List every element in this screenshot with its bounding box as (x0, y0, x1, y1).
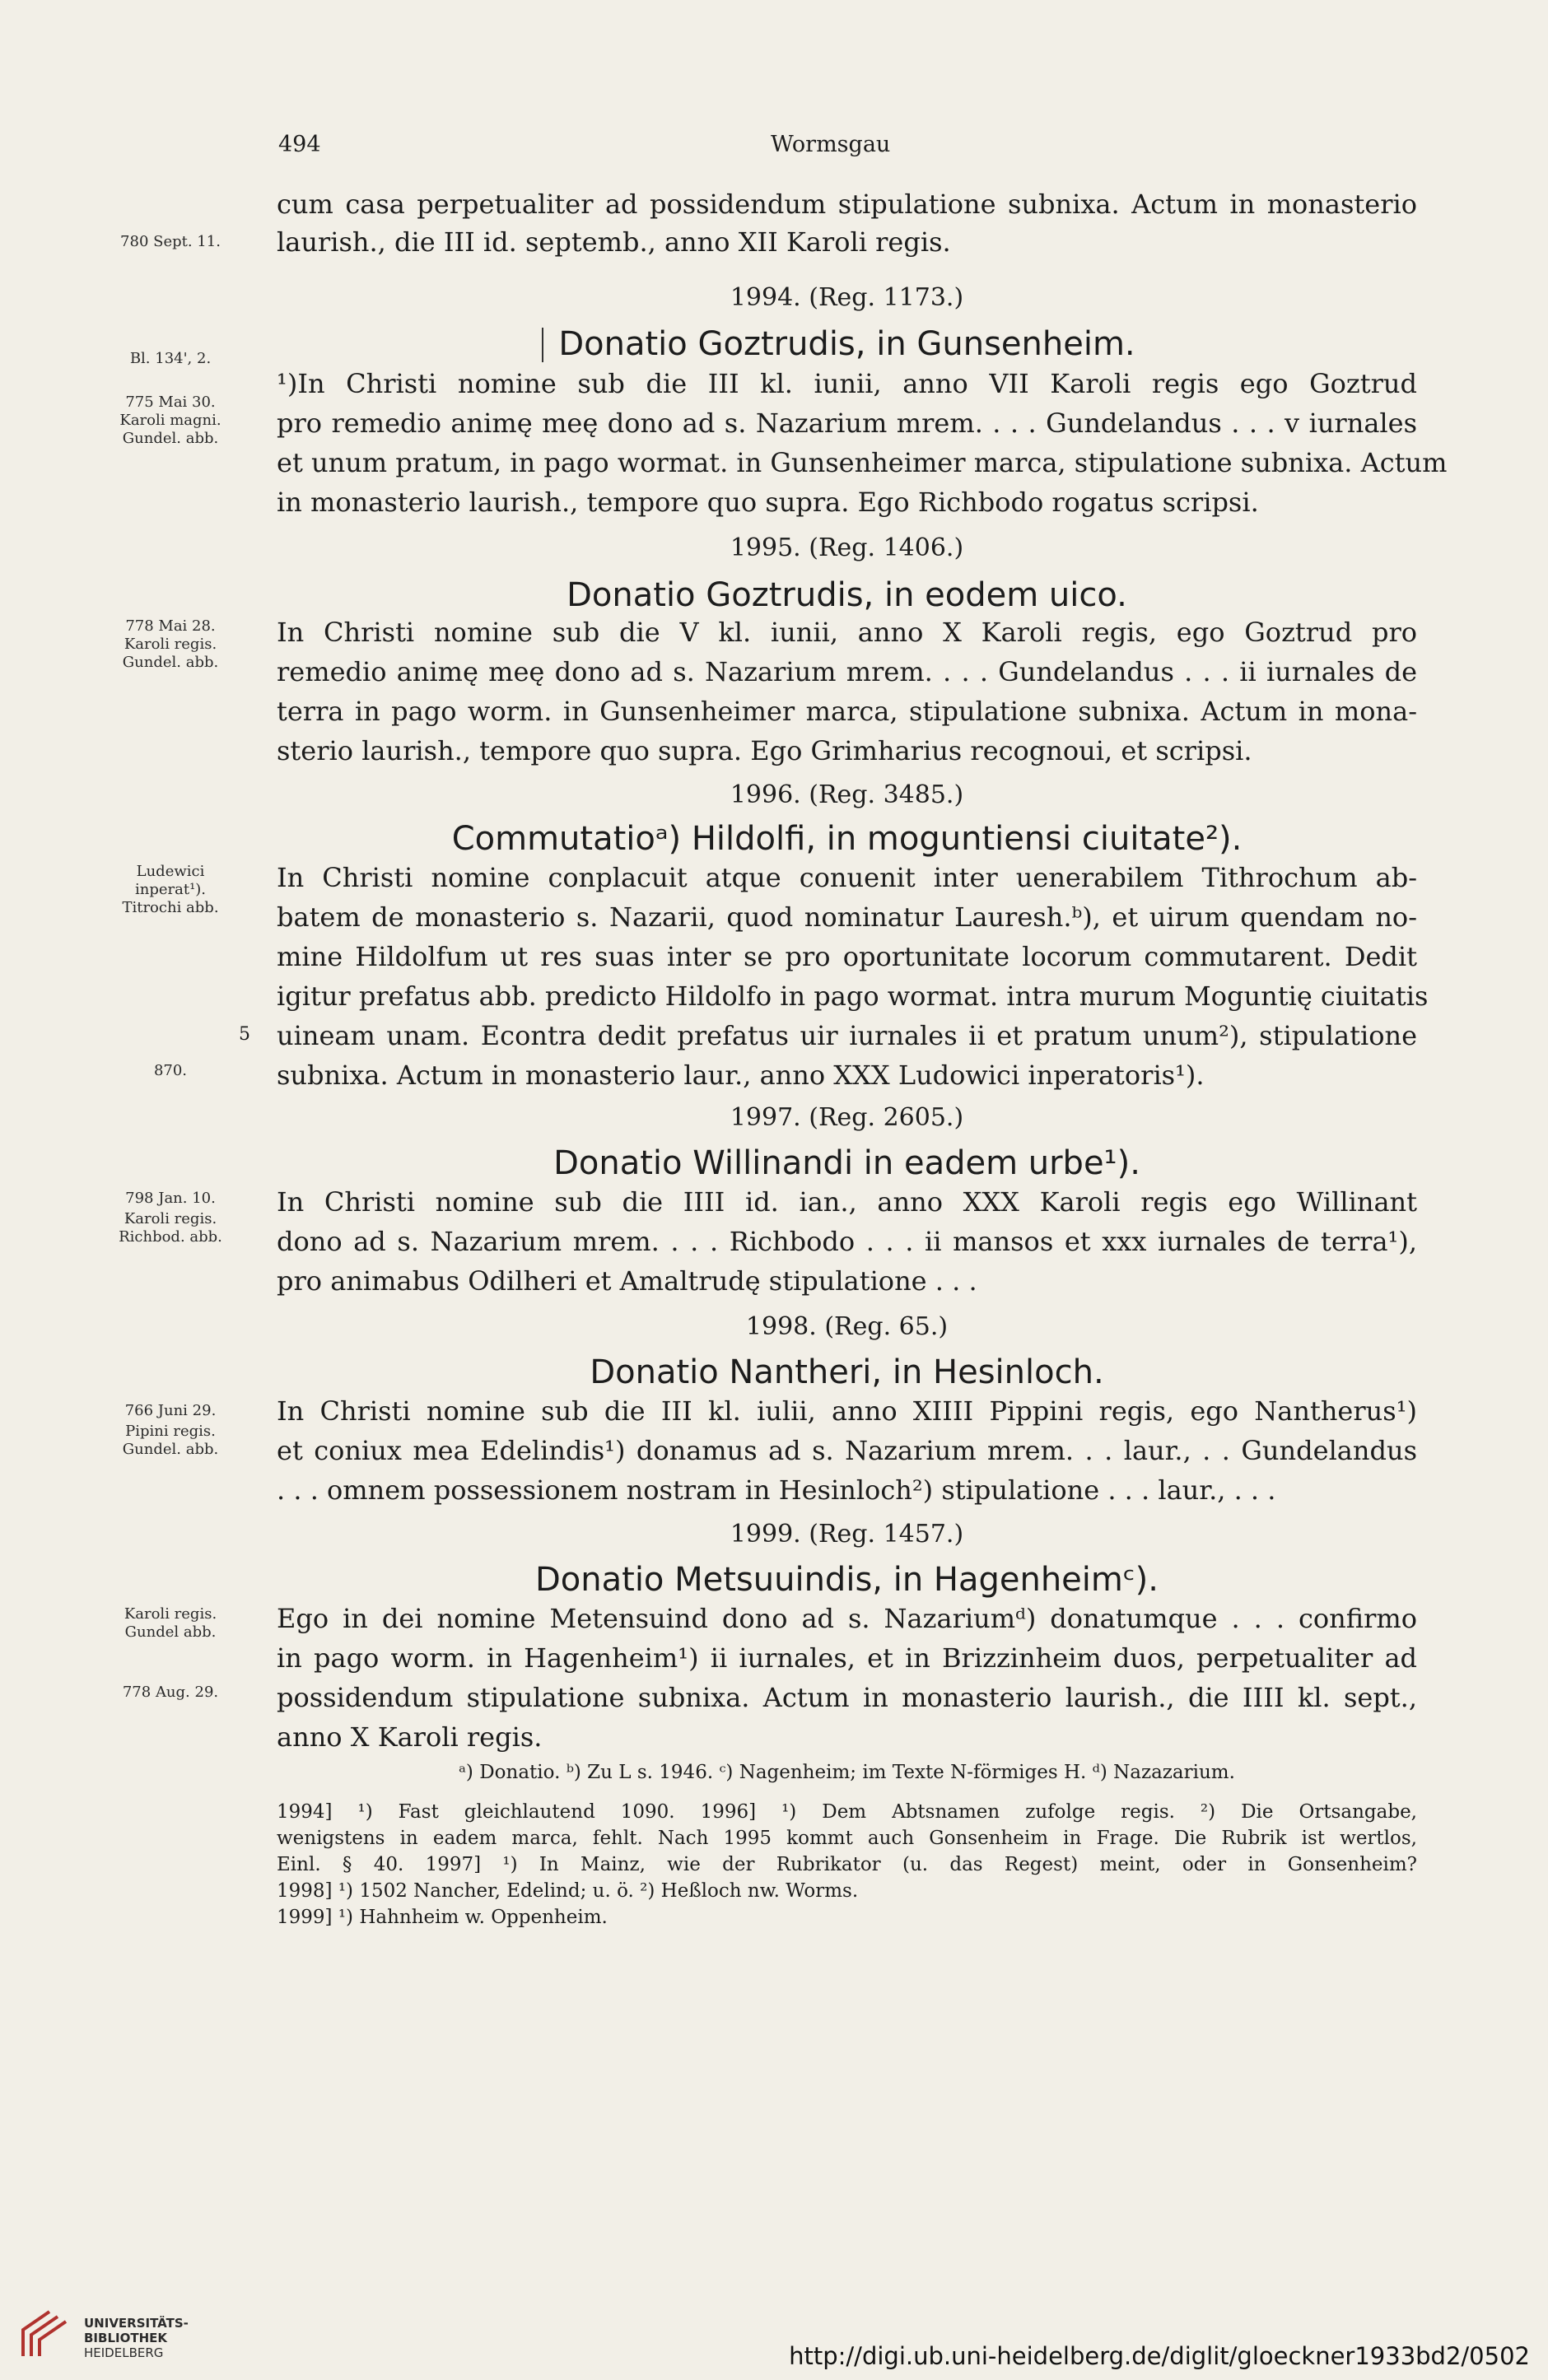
margin-note (100, 1605, 240, 1642)
margin-note (100, 1062, 240, 1080)
entry-title: Donatio Goztrudis, in eodem uico. (567, 576, 1127, 614)
margin-note-line: Karoli magni. (119, 412, 221, 429)
entry-title: Donatio Goztrudis, in Gunsenheim. (558, 325, 1135, 363)
footnote-line: 1999] ¹) Hahnheim w. Oppenheim. (277, 1907, 608, 1928)
entry-text-line: possidendum stipulatione subnixa. Actum in monasterio laurish., die IIII kl. sept., (277, 1682, 1417, 1713)
page-number: 494 (278, 132, 321, 157)
entry-text-line: in pago worm. in Hagenheim¹) ii iurnales, et in Brizzinheim duos, perpetualiter ad (277, 1642, 1417, 1674)
entry-text-line: mine Hildolfum ut res suas inter se pro oportunitate locorum commutarent. Dedit (277, 941, 1417, 972)
entry-text-line: igitur prefatus abb. predicto Hildolfo in pago wormat. intra murum Moguntię ciuitatis (277, 980, 1429, 1012)
intro-line-2: laurish., die III id. septemb., anno XII Karoli regis. (277, 226, 951, 258)
entry-text-line: pro animabus Odilheri et Amaltrudę stipulatione . . . (277, 1265, 977, 1297)
margin-note-line: Karoli regis. (124, 1210, 217, 1227)
margin-note-line: Karoli regis. (124, 636, 217, 653)
library-name-line-2: BIBLIOTHEK (84, 2331, 167, 2345)
entry-text-line: sterio laurish., tempore quo supra. Ego Grimharius recognoui, et scripsi. (277, 735, 1252, 766)
entry-text-line: remedio animę meę dono ad s. Nazarium mrem. . . . Gundelandus . . . ii iurnales de (277, 656, 1417, 687)
entry-text-line: In Christi nomine conplacuit atque conuenit inter uenerabilem Tithrochum ab- (277, 862, 1417, 893)
footnote-line: ᵃ) Donatio. ᵇ) Zu L s. 1946. ᶜ) Nagenheim; im Texte N-förmiges H. ᵈ) Nazazarium. (459, 1762, 1235, 1783)
margin-note-line: Gundel abb. (124, 1623, 217, 1641)
entry-register-number: 1994. (Reg. 1173.) (730, 283, 964, 312)
margin-note (100, 863, 240, 917)
entry-text-line: terra in pago worm. in Gunsenheimer marca, stipulatione subnixa. Actum in mona- (277, 696, 1417, 727)
footnote-line: 1994] ¹) Fast gleichlautend 1090. 1996] ¹) Dem Abtsnamen zufolge regis. ²) Die Ortsangabe, (277, 1801, 1417, 1823)
entry-text-line: dono ad s. Nazarium mrem. . . . Richbodo . . . ii mansos et xxx iurnales de terra¹), (277, 1226, 1417, 1257)
library-name-line-1: UNIVERSITÄTS- (84, 2316, 189, 2331)
entry-register-number: 1997. (Reg. 2605.) (730, 1103, 964, 1132)
margin-note (100, 412, 240, 448)
margin-note-line: inperat¹). (134, 881, 207, 898)
margin-note (100, 1190, 240, 1208)
entry-title: Commutatioᵃ) Hildolfi, in moguntiensi ciuitate²). (451, 820, 1243, 858)
margin-note-line: Titrochi abb. (122, 899, 219, 916)
margin-note (100, 394, 240, 412)
line-number: 5 (239, 1024, 250, 1045)
margin-note (100, 1684, 240, 1702)
margin-note (100, 233, 240, 251)
margin-note-line: 766 Juni 29. (124, 1402, 217, 1419)
margin-note (100, 350, 240, 368)
margin-note (100, 636, 240, 672)
entry-register-number: 1995. (Reg. 1406.) (730, 533, 964, 562)
entry-title: Donatio Metsuuindis, in Hagenheimᶜ). (535, 1561, 1159, 1599)
entry-text-line: et unum pratum, in pago wormat. in Gunsenheimer marca, stipulatione subnixa. Actum (277, 447, 1448, 478)
library-name-line-3: HEIDELBERG (84, 2345, 164, 2360)
margin-note-line: Pipini regis. (125, 1423, 216, 1440)
entry-text-line: Ego in dei nomine Metensuind dono ad s. Nazariumᵈ) donatumque . . . confirmo (277, 1603, 1417, 1634)
margin-note-line: Gundel. abb. (122, 1441, 219, 1458)
margin-note (100, 1402, 240, 1420)
margin-note-line: Gundel. abb. (122, 430, 219, 447)
footnote-line: Einl. § 40. 1997] ¹) In Mainz, wie der Rubrikator (u. das Regest) meint, oder in Gonsenheim? (277, 1854, 1417, 1875)
margin-note-line: Karoli regis. (124, 1605, 217, 1623)
entry-text-line: batem de monasterio s. Nazarii, quod nominatur Lauresh.ᵇ), et uirum quendam no- (277, 901, 1417, 933)
margin-note-line: 775 Mai 30. (125, 394, 216, 411)
footnote-line: 1998] ¹) 1502 Nancher, Edelind; u. ö. ²) Heßloch nw. Worms. (277, 1880, 859, 1902)
entry-text-line: In Christi nomine sub die IIII id. ian., anno XXX Karoli regis ego Willinant (277, 1186, 1417, 1218)
entry-register-number: 1998. (Reg. 65.) (745, 1312, 949, 1341)
source-url-link[interactable]: http://digi.ub.uni-heidelberg.de/diglit/gloeckner1933bd2/0502 (789, 2342, 1530, 2370)
entry-text-line: subnixa. Actum in monasterio laur., anno XXX Ludowici inperatoris¹). (277, 1060, 1205, 1091)
margin-note-line: Ludewici (136, 863, 205, 880)
margin-note-line: 798 Jan. 10. (125, 1190, 216, 1207)
margin-note (100, 1423, 240, 1459)
entry-text-line: . . . omnem possessionem nostram in Hesinloch²) stipulatione . . . laur., . . . (277, 1474, 1276, 1506)
entry-text-line: et coniux mea Edelindis¹) donamus ad s. Nazarium mrem. . . laur., . . Gundelandus (277, 1435, 1417, 1466)
entry-register-number: 1999. (Reg. 1457.) (730, 1520, 964, 1549)
entry-text-line: ¹)In Christi nomine sub die III kl. iunii, anno VII Karoli regis ego Goztrud (277, 368, 1417, 399)
margin-note-line: 778 Aug. 29. (122, 1684, 219, 1701)
margin-note-line: Gundel. abb. (122, 654, 219, 671)
entry-text-line: uineam unam. Econtra dedit prefatus uir iurnales ii et pratum unum²), stipulatione (277, 1020, 1417, 1051)
margin-note-line: Richbod. abb. (119, 1228, 222, 1246)
margin-note-line: 870. (153, 1062, 188, 1079)
entry-title: Donatio Nantheri, in Hesinloch. (590, 1353, 1104, 1391)
margin-note (100, 617, 240, 636)
footnote-line: wenigstens in eadem marca, fehlt. Nach 1995 kommt auch Gonsenheim in Frage. Die Rubrik ist wertlos, (277, 1828, 1417, 1849)
entry-text-line: In Christi nomine sub die III kl. iulii, anno XIIII Pippini regis, ego Nantherus¹) (277, 1395, 1417, 1427)
intro-line-1: cum casa perpetualiter ad possidendum stipulatione subnixa. Actum in monasterio (277, 189, 1417, 220)
entry-text-line: In Christi nomine sub die V kl. iunii, anno X Karoli regis, ego Goztrud pro (277, 617, 1417, 648)
entry-register-number: 1996. (Reg. 3485.) (730, 780, 964, 809)
entry-text-line: anno X Karoli regis. (277, 1721, 543, 1753)
running-title: Wormsgau (771, 132, 891, 157)
margin-note-line: Bl. 134', 2. (129, 350, 212, 367)
entry-text-line: pro remedio animę meę dono ad s. Nazarium mrem. . . . Gundelandus . . . v iurnales (277, 408, 1417, 439)
margin-note-line: 780 Sept. 11. (120, 233, 221, 250)
library-logo-icon (16, 2305, 74, 2363)
margin-note-line: 778 Mai 28. (125, 617, 216, 635)
entry-text-line: in monasterio laurish., tempore quo supra. Ego Richbodo rogatus scripsi. (277, 487, 1259, 518)
entry-title: Donatio Willinandi in eadem urbe¹). (553, 1144, 1140, 1182)
margin-bracket (542, 328, 543, 362)
margin-note (100, 1210, 240, 1246)
